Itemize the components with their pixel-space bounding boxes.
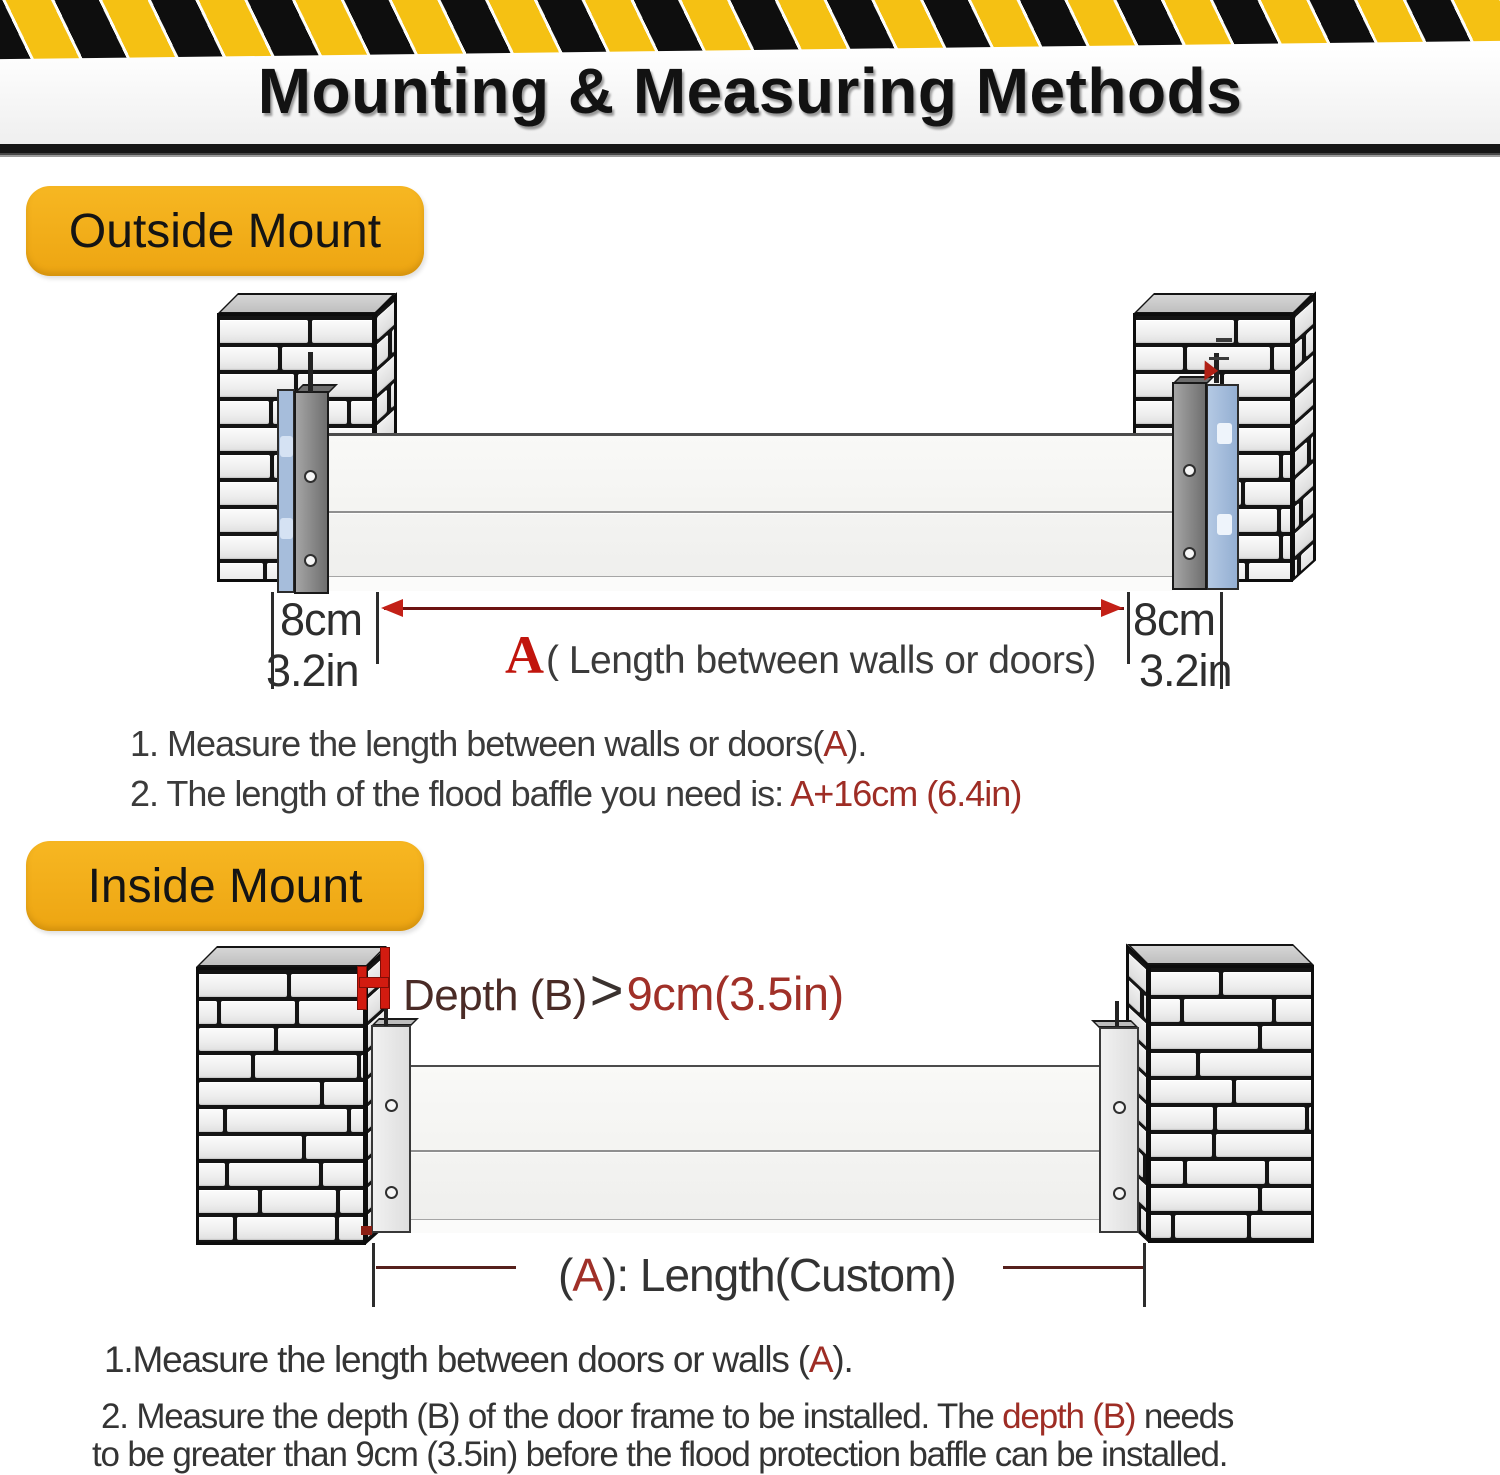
screw-hole (385, 1186, 398, 1199)
outside-left-pin (308, 352, 313, 392)
barrier-bottom-sill (410, 1219, 1100, 1233)
inside-left-pillar-top (196, 946, 387, 967)
step-text: 1.Measure the length between doors or walls ( (104, 1339, 809, 1380)
inside-step-2-line-2: to be greater than 9cm (3.5in) before the flood protection baffle can be installed. (92, 1435, 1228, 1474)
outside-right-pillar-top (1133, 293, 1314, 314)
right-offset-in: 3.2in (1139, 645, 1232, 696)
inside-right-pillar-top (1127, 944, 1314, 965)
barrier-bottom-sill (329, 576, 1173, 591)
inside-right-pin (1115, 1001, 1119, 1027)
seal-highlight (1217, 423, 1232, 444)
inside-left-plate (371, 1025, 411, 1233)
inside-flood-barrier (410, 1065, 1100, 1233)
outside-flood-barrier (329, 433, 1173, 591)
depth-label: Depth (B) (403, 971, 587, 1020)
inside-right-plate (1099, 1027, 1139, 1233)
length-a-label (505, 625, 1096, 685)
length-arrow (384, 607, 1124, 610)
inside-right-pillar-front (1148, 965, 1314, 1243)
screw-hole (304, 554, 317, 567)
dimension-tick (1127, 592, 1130, 664)
length-pre: ( (558, 1249, 573, 1301)
wall-corner-mark (1209, 357, 1229, 360)
step-accent: A (823, 723, 847, 764)
depth-value: 9cm(3.5in) (626, 967, 844, 1020)
seal-highlight (280, 436, 293, 457)
left-offset-in: 3.2in (266, 645, 359, 696)
dimension-tick (1143, 1243, 1146, 1307)
length-a: A (572, 1249, 603, 1301)
outside-step-2 (130, 774, 1021, 814)
barrier-plank-seam (329, 511, 1173, 513)
length-line-right (1003, 1266, 1143, 1269)
inside-mount-badge: Inside Mount (26, 841, 424, 931)
screw-hole (1183, 464, 1196, 477)
outside-left-pillar-top (217, 293, 396, 314)
outside-right-seal (1206, 384, 1239, 590)
screw-hole (385, 1099, 398, 1112)
page-title: Mounting & Measuring Methods (257, 55, 1243, 127)
step-accent: A+16cm (6.4in) (790, 773, 1022, 814)
seal-highlight (1217, 514, 1232, 535)
inside-step-2-line-1 (101, 1398, 1233, 1437)
step-text: ). (832, 1339, 853, 1380)
custom-length-label (558, 1249, 956, 1301)
screw-hole (1113, 1101, 1126, 1114)
header-divider (0, 144, 1500, 157)
step-accent: depth (B) (1002, 1397, 1136, 1436)
step-text: needs (1135, 1397, 1234, 1436)
barrier-plank-seam (410, 1150, 1100, 1152)
depth-requirement-label (403, 958, 844, 1023)
step-text: 1. Measure the length between walls or doors( (130, 723, 824, 764)
inside-step-1 (104, 1340, 853, 1381)
seal-highlight (280, 518, 293, 539)
step-text: 2. Measure the depth (B) of the door frame to be installed. The (101, 1397, 1003, 1436)
outside-mount-badge: Outside Mount (26, 186, 424, 276)
dimension-a-caption: ( Length between walls or doors) (546, 639, 1096, 682)
outside-step-1 (130, 724, 866, 764)
arrowhead-left-icon (381, 599, 403, 617)
right-offset-cm: 8cm (1133, 594, 1216, 645)
left-offset-cm: 8cm (280, 594, 363, 645)
outside-left-seal (277, 389, 295, 593)
arrowhead-right-icon (1101, 599, 1123, 617)
step-text: ). (846, 723, 867, 764)
screw-hole (304, 470, 317, 483)
inside-left-pillar-front (196, 967, 366, 1245)
screw-hole (1113, 1187, 1126, 1200)
depth-indicator-icon (359, 977, 389, 988)
screw-hole (1183, 547, 1196, 560)
seal-end-mark (361, 1226, 372, 1235)
depth-indicator-icon (357, 966, 367, 1010)
outside-right-pillar-side (1292, 291, 1316, 582)
length-line-left (376, 1266, 516, 1269)
dimension-tick (376, 592, 379, 664)
wall-corner-mark (1216, 338, 1232, 342)
step-text: 2. The length of the flood baffle you need is: (130, 773, 791, 814)
step-accent: A (808, 1339, 833, 1380)
dimension-tick (372, 1243, 375, 1307)
greater-than-sign: > (589, 958, 624, 1023)
dimension-a: A (505, 625, 544, 685)
length-post: ): Length(Custom) (602, 1249, 956, 1301)
